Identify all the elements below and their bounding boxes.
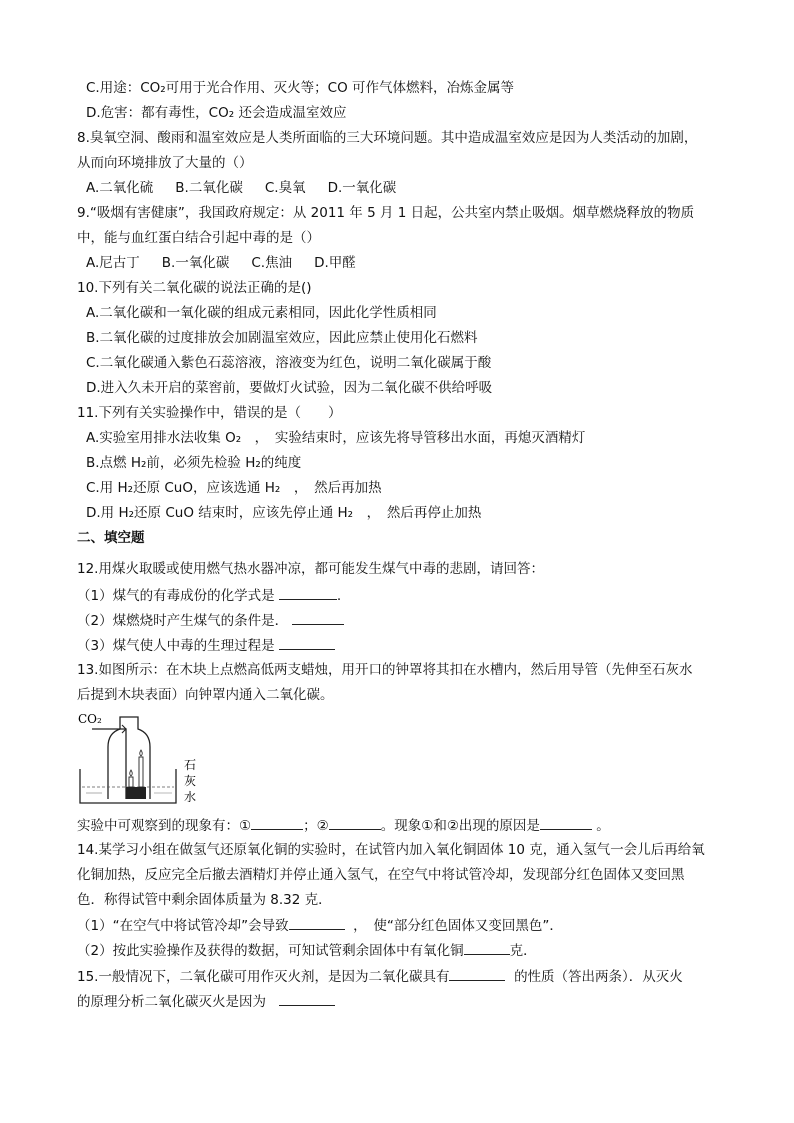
q8-stem-line1: 8.臭氧空洞、酸雨和温室效应是人类所面临的三大环境问题。其中造成温室效应是因为人类活动的加剧， <box>77 130 698 146</box>
diagram-svg <box>78 707 208 807</box>
q12-part3-text: （3）煤气使人中毒的生理过程是 <box>77 638 275 654</box>
q11-option-b: B.点燃 H₂前，必须先检验 H₂的纯度 <box>86 455 302 471</box>
q14-part2-text-a: （2）按此实验操作及获得的数据，可知试管剩余固体中有氧化铜 <box>77 943 464 959</box>
q8-option-d: D.一氧化碳 <box>327 180 397 196</box>
q12-stem: 12.用煤火取暖或使用燃气热水器冲凉，都可能发生煤气中毒的悲剧，请回答： <box>77 561 544 577</box>
q13-blank-1[interactable] <box>251 815 303 830</box>
q9-option-a: A.尼古丁 <box>86 255 140 271</box>
q13-stem-line1: 13.如图所示：在木块上点燃高低两支蜡烛，用开口的钟罩将其扣在水槽内，然后用导管（先伸至石灰水 <box>77 662 693 678</box>
q15-blank-1[interactable] <box>449 966 505 981</box>
q8-options <box>86 178 418 198</box>
q10-option-b: B.二氧化碳的过度排放会加剧温室效应，因此应禁止使用化石燃料 <box>86 330 478 346</box>
q13-obs-text-c: 。现象①和②出现的原因是 <box>380 818 540 834</box>
q13-obs-text-a: 实验中可观察到的现象有：① <box>77 818 252 834</box>
q12-part1-end: . <box>336 588 342 604</box>
q8-option-a: A.二氧化硫 <box>86 180 154 196</box>
q14-part1 <box>77 915 563 936</box>
q8-option-b: B.二氧化碳 <box>175 180 243 196</box>
q11-option-d: D.用 H₂还原 CuO 结束时，应该先停止通 H₂ ， 然后再停止加热 <box>86 505 482 521</box>
q9-option-c: C.焦油 <box>251 255 293 271</box>
limewater-char-2: 灰 <box>184 774 197 788</box>
q9-stem-line1: 9.“吸烟有害健康”，我国政府规定：从 2011 年 5 月 1 日起，公共室内禁止吸烟。烟草燃烧释放的物质 <box>77 205 695 221</box>
short-candle <box>129 777 133 787</box>
q13-blank-2[interactable] <box>329 815 381 830</box>
q9-stem-line2: 中，能与血红蛋白结合引起中毒的是（） <box>77 230 320 246</box>
q14-part1-text-a: （1）“在空气中将试管冷却”会导致 <box>77 918 289 934</box>
limewater-char-1: 石 <box>184 758 197 772</box>
q14-blank-2[interactable] <box>464 940 510 955</box>
q12-part2 <box>77 610 344 631</box>
q15-text-a: 15.一般情况下，二氧化碳可用作灭火剂，是因为二氧化碳具有 <box>77 969 450 985</box>
q13-observations <box>77 815 610 836</box>
q12-part3 <box>77 635 335 656</box>
q9-options <box>86 253 378 273</box>
q10-option-a: A.二氧化碳和一氧化碳的组成元素相同，因此化学性质相同 <box>86 305 437 321</box>
q12-blank-1[interactable] <box>279 585 337 600</box>
bell-jar-candle-diagram <box>78 707 208 807</box>
q14-part2-text-b: 克． <box>509 943 537 959</box>
q8-option-c: C.臭氧 <box>264 180 306 196</box>
q12-part2-text: （2）煤燃烧时产生煤气的条件是． <box>77 613 289 629</box>
q9-option-d: D.甲醛 <box>314 255 356 271</box>
q7-option-d: D.危害：都有毒性，CO₂ 还会造成温室效应 <box>86 105 347 121</box>
q15-line2 <box>77 991 335 1012</box>
q12-blank-2[interactable] <box>292 610 344 625</box>
q15-blank-2[interactable] <box>279 991 335 1006</box>
flame-icon <box>140 750 143 756</box>
q13-blank-3[interactable] <box>540 815 592 830</box>
q9-option-b: B.一氧化碳 <box>161 255 230 271</box>
q8-stem-line2: 从而向环境排放了大量的（） <box>77 155 253 171</box>
q15-line1 <box>77 966 683 987</box>
q11-stem: 11.下列有关实验操作中，错误的是（ ） <box>77 405 342 421</box>
q12-part1 <box>77 585 341 606</box>
q10-option-d: D.进入久未开启的菜窖前，要做灯火试验，因为二氧化碳不供给呼吸 <box>86 380 493 396</box>
flame-icon <box>130 770 133 776</box>
q14-blank-1[interactable] <box>289 915 345 930</box>
q11-option-c: C.用 H₂还原 CuO，应该选通 H₂ ， 然后再加热 <box>86 480 382 496</box>
wood-block <box>126 787 146 799</box>
q12-blank-3[interactable] <box>279 635 335 650</box>
q14-part2 <box>77 940 537 961</box>
limewater-char-3: 水 <box>184 790 197 804</box>
tall-candle <box>139 757 143 787</box>
co2-label: CO₂ <box>78 712 102 726</box>
q13-obs-text-d: 。 <box>596 818 610 834</box>
q13-stem-line2: 后提到木块表面）向钟罩内通入二氧化碳。 <box>77 687 334 703</box>
q14-stem-line3: 色．称得试管中剩余固体质量为 8.32 克． <box>77 892 332 908</box>
q12-part1-text: （1）煤气的有毒成份的化学式是 <box>77 588 275 604</box>
q13-obs-text-b: ；② <box>303 818 329 834</box>
q10-option-c: C.二氧化碳通入紫色石蕊溶液，溶液变为红色，说明二氧化碳属于酸 <box>86 355 492 371</box>
q7-option-c: C.用途：CO₂可用于光合作用、灭火等；CO 可作气体燃料，冶炼金属等 <box>86 80 515 96</box>
q11-option-a: A.实验室用排水法收集 O₂ ， 实验结束时，应该先将导管移出水面，再熄灭酒精灯 <box>86 430 586 446</box>
q15-text-c: 的原理分析二氧化碳灭火是因为 <box>77 994 266 1010</box>
q14-stem-line2: 化铜加热，反应完全后撤去酒精灯并停止通入氢气，在空气中将试管冷却，发现部分红色固体又变回黑 <box>77 867 685 883</box>
q14-stem-line1: 14.某学习小组在做氢气还原氧化铜的实验时，在试管内加入氧化铜固体 10 克，通入氢气一会儿后再给氧 <box>77 842 705 858</box>
section-heading: 二、填空题 <box>77 530 145 546</box>
q10-stem: 10.下列有关二氧化碳的说法正确的是() <box>77 280 312 296</box>
q14-part1-text-b: ， 使“部分红色固体又变回黑色”． <box>353 918 563 934</box>
q15-text-b: 的性质（答出两条）．从灭火 <box>514 969 683 985</box>
